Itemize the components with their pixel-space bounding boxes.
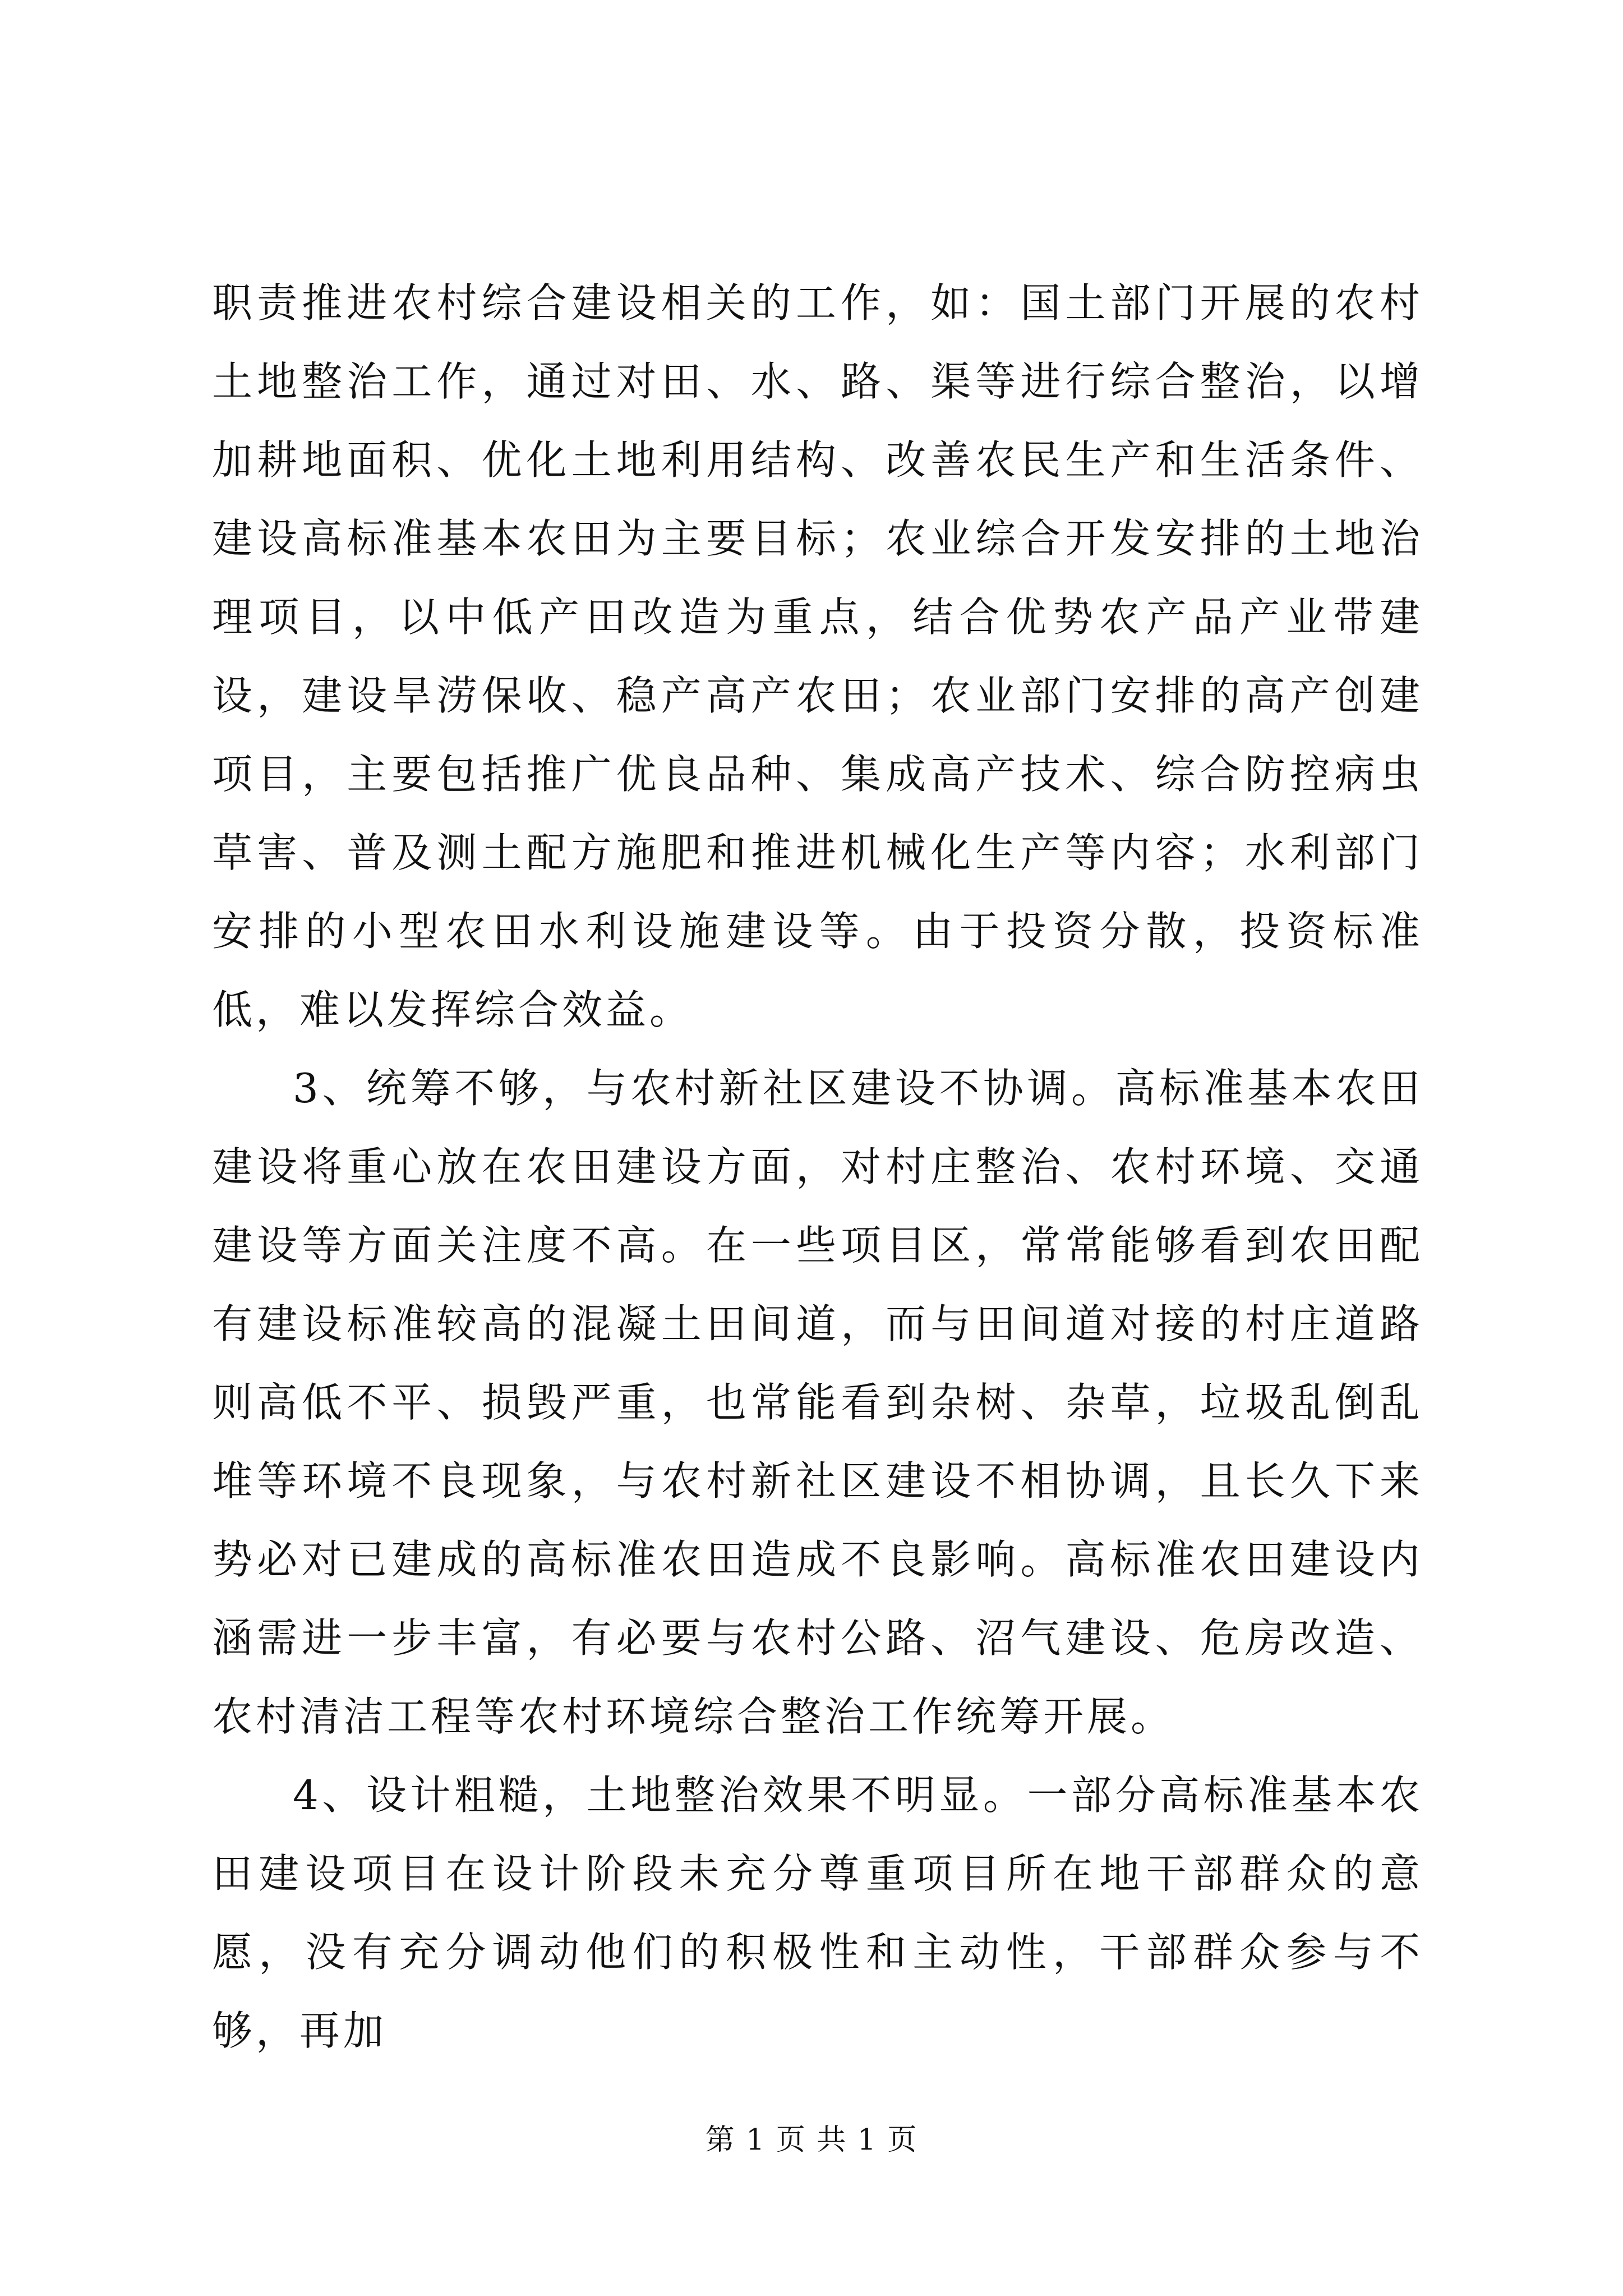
paragraph-2: 3、统筹不够，与农村新社区建设不协调。高标准基本农田建设将重心放在农田建设方面，对村庄整治、农村环境、交通建设等方面关注度不高。在一些项目区，常常能够看到农田配有建设标准较高的混凝土田间道，而与田间道对接的村庄道路则高低不平、损毁严重，也常能看到杂树、杂草，垃圾乱倒乱堆等环境不良现象，与农村新社区建设不相协调，且长久下来势必对已建成的高标准农田造成不良影响。高标准农田建设内涵需进一步丰富，有必要与农村公路、沼气建设、危房改造、农村清洁工程等农村环境综合整治工作统筹开展。 bbox=[212, 1065, 1423, 1740]
paragraph-3: 4、设计粗糙，土地整治效果不明显。一部分高标准基本农田建设项目在设计阶段未充分尊重项目所在地干部群众的意愿，没有充分调动他们的积极性和主动性，干部群众参与不够，再加 bbox=[212, 1772, 1423, 2054]
document-body bbox=[212, 264, 1423, 2070]
paragraph-1: 职责推进农村综合建设相关的工作，如：国土部门开展的农村土地整治工作，通过对田、水、路、渠等进行综合整治，以增加耕地面积、优化土地利用结构、改善农民生产和生活条件、建设高标准基本农田为主要目标；农业综合开发安排的土地治理项目，以中低产田改造为重点，结合优势农产品产业带建设，建设旱涝保收、稳产高产农田；农业部门安排的高产创建项目，主要包括推广优良品种、集成高产技术、综合防控病虫草害、普及测土配方施肥和推进机械化生产等内容；水利部门安排的小型农田水利设施建设等。由于投资分散，投资标准低，难以发挥综合效益。 bbox=[212, 279, 1423, 1033]
page-footer: 第 1 页 共 1 页 bbox=[705, 2123, 918, 2157]
